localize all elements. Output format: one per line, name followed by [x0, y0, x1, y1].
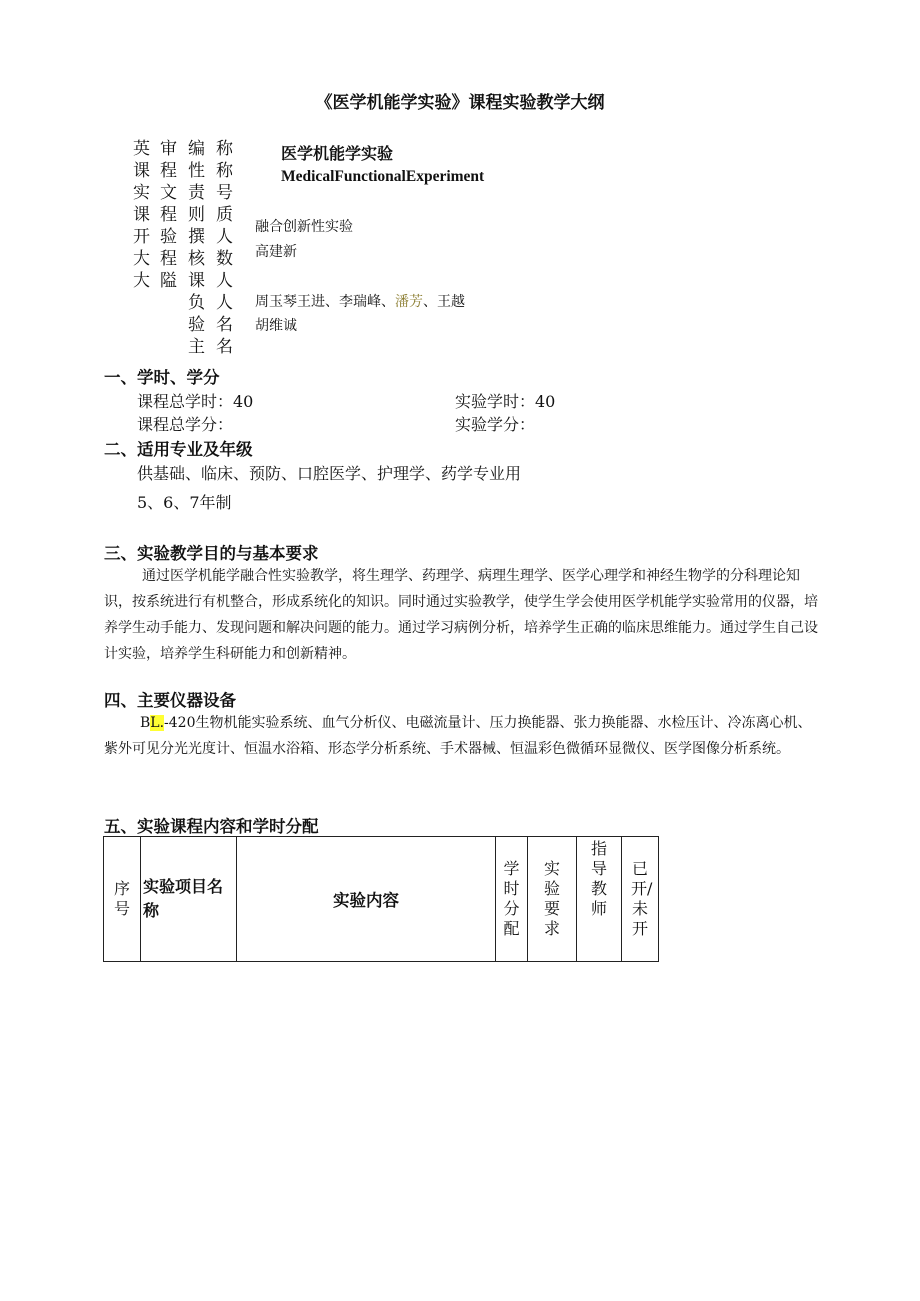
section-heading: 四、主要仪器设备 [104, 691, 236, 710]
section-heading: 五、实验课程内容和学时分配 [104, 817, 319, 836]
equipment-paragraph [104, 710, 818, 762]
info-label-char: 性 [188, 161, 205, 181]
info-label-char: 课 [133, 161, 150, 181]
info-label-char: 人 [216, 271, 233, 291]
info-label-char: 课 [188, 271, 205, 291]
section-heading: 三、实验教学目的与基本要求 [104, 544, 319, 563]
info-label-char: 称 [216, 139, 233, 159]
info-label-char: 责 [188, 183, 205, 203]
header-cell-content: 实验内容 [237, 837, 496, 962]
header-cell-status: 已开/未开 [622, 837, 659, 962]
authors-part: 、王越 [423, 294, 465, 310]
info-label-char: 撰 [188, 227, 205, 247]
info-label-char: 名 [216, 315, 233, 335]
info-label-char: 隘 [160, 271, 177, 291]
lab-hours: 实验学时：40 [455, 392, 556, 411]
equipment-highlight: L. [150, 715, 165, 731]
info-label-char: 大 [133, 249, 150, 269]
info-label-char: 质 [216, 205, 233, 225]
table-header-row [104, 837, 659, 962]
info-labels-col1 [133, 138, 150, 292]
course-name: 医学机能学实验 [281, 144, 394, 163]
info-label-char: 名 [216, 337, 233, 357]
info-label-char: 验 [188, 315, 205, 335]
info-labels-col4 [216, 138, 233, 358]
total-credits: 课程总学分： [137, 415, 234, 434]
reviewer: 胡维诚 [255, 318, 297, 334]
info-label-char: 编 [188, 139, 205, 159]
authors [255, 291, 465, 311]
info-label-char: 开 [133, 227, 150, 247]
schedule-table [103, 836, 659, 962]
header-cell-item: 实验项目名称 [141, 837, 237, 962]
header-cell-teacher: 指导教师 [577, 837, 622, 962]
total-hours: 课程总学时：40 [137, 392, 254, 411]
lab-credits: 实验学分： [455, 415, 536, 434]
header-cell-no: 序号 [104, 837, 141, 962]
info-label-char: 审 [160, 139, 177, 159]
info-label-char: 验 [160, 227, 177, 247]
grade-years: 5、6、7年制 [137, 493, 232, 512]
info-label-char: 课 [133, 205, 150, 225]
equipment-prefix: B [140, 715, 151, 731]
info-label-char: 文 [160, 183, 177, 203]
section-heading: 二、适用专业及年级 [104, 440, 253, 459]
person-in-charge: 高建新 [255, 244, 297, 260]
course-english-name: MedicalFunctionalExperiment [281, 168, 485, 185]
info-label-char: 数 [216, 249, 233, 269]
header-cell-requirement: 实验要求 [528, 837, 577, 962]
info-labels-col2 [160, 138, 177, 292]
info-label-char: 大 [133, 271, 150, 291]
info-label-char: 英 [133, 139, 150, 159]
info-label-char: 程 [160, 205, 177, 225]
info-label-char: 程 [160, 161, 177, 181]
info-label-char: 人 [216, 293, 233, 313]
info-label-char: 主 [188, 337, 205, 357]
section-heading: 一、学时、学分 [104, 368, 220, 387]
header-cell-hours: 学时分配 [496, 837, 528, 962]
page-title: 《医学机能学实验》课程实验教学大纲 [315, 93, 605, 113]
authors-highlighted: 潘芳 [395, 294, 423, 310]
authors-part: 周玉琴王进、李瑞峰、 [255, 294, 395, 310]
info-label-char: 人 [216, 227, 233, 247]
course-type: 融合创新性实验 [255, 219, 353, 235]
info-label-char: 号 [216, 183, 233, 203]
info-label-char: 实 [133, 183, 150, 203]
info-label-char: 核 [188, 249, 205, 269]
objectives-paragraph: 通过医学机能学融合性实验教学，将生理学、药理学、病理生理学、医学心理学和神经生物学的分科理论知识，按系统进行有机整合，形成系统化的知识。同时通过实验教学，使学生学会使用医学机能学实验常用的仪器，培养学生动手能力、发现问题和解决问题的能力。通过学习病例分析，培养学生正确的临床思维能力。通过学生自己设计实验，培养学生科研能力和创新精神。 [104, 568, 818, 662]
applicable-majors: 供基础、临床、预防、口腔医学、护理学、药学专业用 [137, 464, 522, 483]
info-labels-col3 [188, 138, 205, 358]
info-label-char: 程 [160, 249, 177, 269]
info-label-char: 负 [188, 293, 205, 313]
info-label-char: 称 [216, 161, 233, 181]
equipment-text: -420生物机能实验系统、血气分析仪、电磁流量计、压力换能器、张力换能器、水检压计、冷冻离心机、紫外可见分光光度计、恒温水浴箱、形态学分析系统、手术器械、恒温彩色微循环显微仪、医学图像分析系统。 [104, 715, 812, 757]
info-label-char: 则 [188, 205, 205, 225]
